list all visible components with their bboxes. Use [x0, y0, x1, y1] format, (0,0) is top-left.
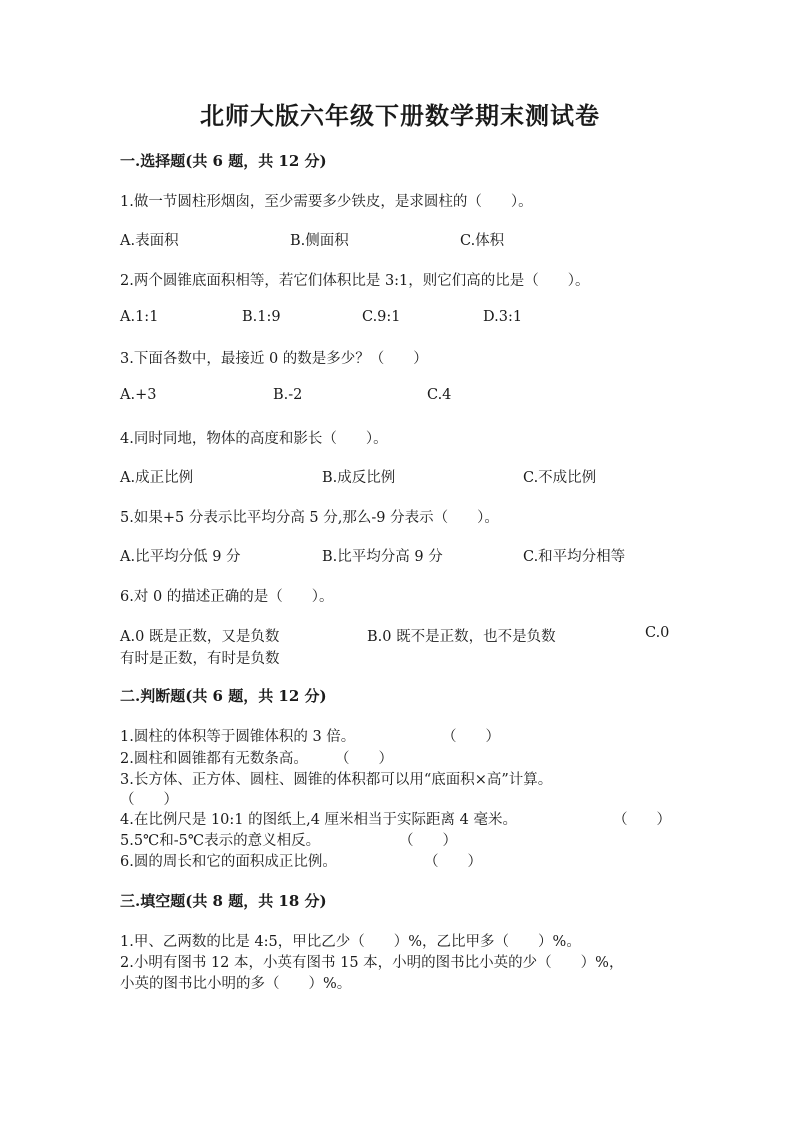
- answer-paren: （ ）: [424, 854, 482, 870]
- fill-in-item: 1.甲、乙两数的比是 4:5，甲比乙少（ ）%，乙比甲多（ ）%。: [120, 934, 581, 950]
- question-text: 3.下面各数中，最接近 0 的数是多少？（ ）: [120, 351, 428, 367]
- option-c: C.和平均分相等: [523, 549, 626, 565]
- option-c-continuation: 有时是正数，有时是负数: [120, 651, 280, 667]
- judgement-item: 3.长方体、正方体、圆柱、圆锥的体积都可以用“底面积×高”计算。: [120, 772, 553, 788]
- option-a: A.0 既是正数，又是负数: [120, 629, 280, 645]
- option-b: B.0 既不是正数，也不是负数: [367, 629, 556, 645]
- option-a: A.表面积: [120, 233, 179, 249]
- option-b: B.成反比例: [322, 470, 396, 486]
- option-d: D.3:1: [483, 309, 523, 325]
- option-c: C.4: [427, 387, 452, 403]
- section-heading-judgement: 二.判断题(共 6 题，共 12 分): [120, 687, 327, 705]
- option-c: C.体积: [460, 233, 505, 249]
- answer-paren: （ ）: [335, 751, 393, 767]
- judgement-item: 6.圆的周长和它的面积成正比例。: [120, 854, 337, 870]
- option-b: B.侧面积: [290, 233, 349, 249]
- question-text: 1.做一节圆柱形烟囱，至少需要多少铁皮，是求圆柱的（ ）。: [120, 194, 533, 210]
- judgement-item: 2.圆柱和圆锥都有无数条高。: [120, 751, 308, 767]
- judgement-item: 1.圆柱的体积等于圆锥体积的 3 倍。: [120, 729, 356, 745]
- question-text: 6.对 0 的描述正确的是（ ）。: [120, 589, 334, 605]
- question-text: 5.如果+5 分表示比平均分高 5 分,那么-9 分表示（ ）。: [120, 510, 499, 526]
- answer-paren: （ ）: [613, 812, 671, 828]
- judgement-item: 4.在比例尺是 10:1 的图纸上,4 厘米相当于实际距离 4 毫米。: [120, 812, 517, 828]
- option-c: C.0: [645, 625, 670, 641]
- question-text: 4.同时同地，物体的高度和影长（ ）。: [120, 431, 388, 447]
- answer-paren: （ ）: [399, 833, 457, 849]
- option-c: C.不成比例: [523, 470, 597, 486]
- option-a: A.比平均分低 9 分: [120, 549, 241, 565]
- option-a: A.1:1: [120, 309, 159, 325]
- question-text: 2.两个圆锥底面积相等，若它们体积比是 3:1，则它们高的比是（ ）。: [120, 273, 590, 289]
- answer-paren: （ ）: [442, 729, 500, 745]
- option-b: B.比平均分高 9 分: [322, 549, 443, 565]
- answer-paren: （ ）: [120, 792, 178, 808]
- option-b: B.1:9: [242, 309, 281, 325]
- option-b: B.-2: [273, 387, 303, 403]
- option-a: A.成正比例: [120, 470, 194, 486]
- section-heading-choice: 一.选择题(共 6 题，共 12 分): [120, 152, 327, 170]
- fill-in-item: 2.小明有图书 12 本，小英有图书 15 本，小明的图书比小英的少（ ）%，: [120, 955, 624, 971]
- page-title: 北师大版六年级下册数学期末测试卷: [200, 101, 600, 130]
- option-c: C.9:1: [362, 309, 401, 325]
- section-heading-fill-in: 三.填空题(共 8 题，共 18 分): [120, 892, 327, 910]
- fill-in-item-continuation: 小英的图书比小明的多（ ）%。: [120, 976, 352, 992]
- option-a: A.+3: [120, 387, 157, 403]
- judgement-item: 5.5℃和-5℃表示的意义相反。: [120, 833, 321, 849]
